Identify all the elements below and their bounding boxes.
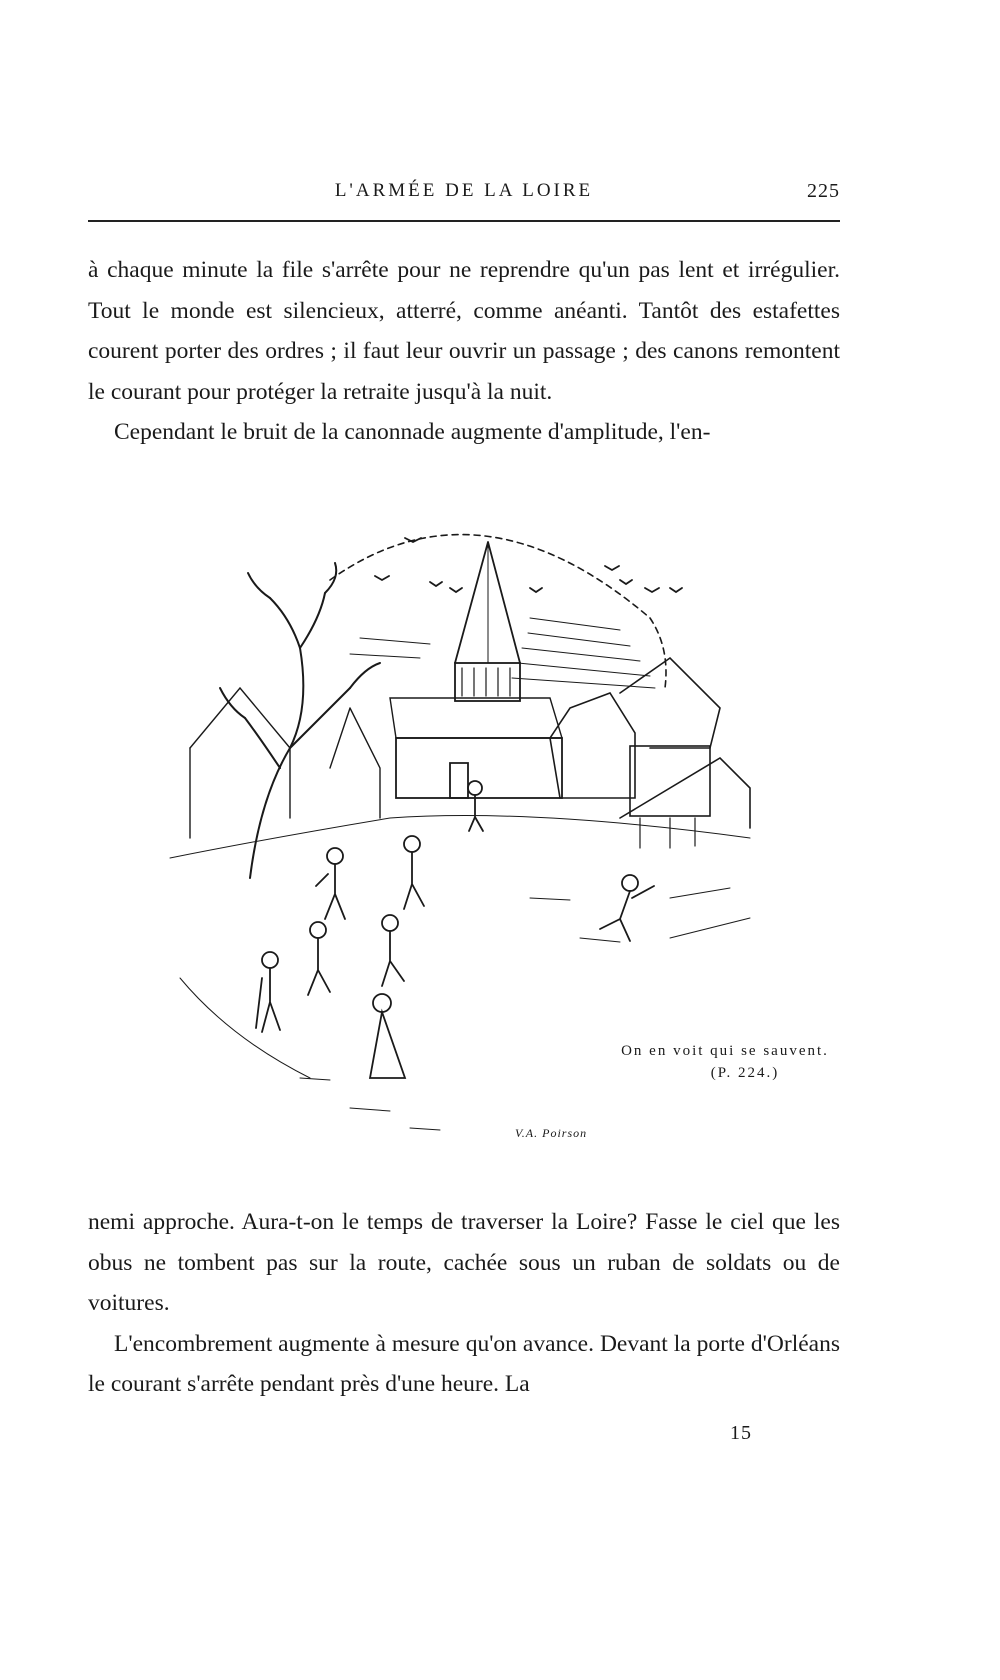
sky-hatching bbox=[350, 618, 655, 688]
paragraph: à chaque minute la file s'arrête pour ne reprendre qu'un pas lent et irrégulier. Tout le monde est silencieux, atterré, comme anéanti. Tantôt des estafettes courent porter des ordres ; il faut leur ouvrir un passage ; des canons remontent le courant pour protéger la retraite jusqu'à la nuit. bbox=[88, 257, 840, 405]
houses bbox=[190, 688, 380, 838]
running-header bbox=[88, 178, 840, 212]
text-block-bottom bbox=[88, 1202, 840, 1405]
header-rule bbox=[88, 220, 840, 222]
illustration-caption bbox=[600, 1040, 850, 1084]
signature-mark: 15 bbox=[730, 1422, 752, 1444]
page-number: 225 bbox=[807, 180, 840, 202]
sky-arc bbox=[650, 618, 666, 688]
paragraph: L'encombrement augmente à mesure qu'on avance. Devant la porte d'Orléans le courant s'arrête pendant près d'une heure. La bbox=[88, 1330, 840, 1397]
paragraph: Cependant le bruit de la canonnade augmente d'amplitude, l'en- bbox=[114, 419, 711, 445]
caption-reference: (P. 224.) bbox=[710, 1065, 780, 1081]
caption-text: On en voit qui se sauvent. bbox=[621, 1043, 829, 1059]
fleeing-figures bbox=[256, 781, 654, 1078]
paragraph: nemi approche. Aura-t-on le temps de traverser la Loire? Fasse le ciel que les obus ne tombent pas sur la route, cachée sous un ruban de soldats ou de voitures. bbox=[88, 1209, 840, 1316]
artist-signature: V.A. Poirson bbox=[515, 1126, 588, 1140]
church bbox=[390, 542, 562, 798]
running-title: L'ARMÉE DE LA LOIRE bbox=[334, 180, 594, 201]
text-block-top bbox=[88, 250, 840, 453]
